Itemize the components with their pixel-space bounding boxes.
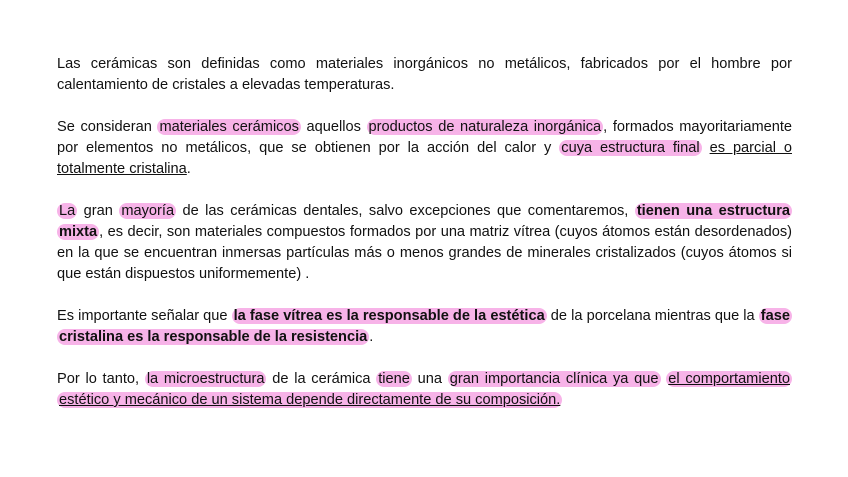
text-segment: Por lo tanto, — [57, 371, 145, 387]
text-segment: una — [411, 371, 448, 387]
text-segment — [702, 140, 710, 156]
text-segment: de las cerámicas dentales, salvo excepciones que comentaremos, — [176, 203, 635, 219]
text-segment: , formados mayoritariamente por elementos no metálicos, que se obtienen por la acción del calor y — [57, 119, 793, 156]
highlighted-bold-text: la fase vítrea es la responsable de la estética — [233, 308, 545, 324]
text-segment: . — [369, 329, 374, 345]
highlighted-text: la microestructura — [146, 371, 265, 387]
highlighted-underlined-text: el comportamiento estético y mecánico de un sistema depende directamente de su composición. — [59, 371, 790, 408]
highlighted-bold-text: fase cristalina es la responsable de la resistencia — [59, 308, 790, 345]
text-segment: . — [186, 161, 191, 177]
paragraph-1 — [57, 54, 792, 96]
highlighted-text: gran importancia clínica ya que — [449, 371, 659, 387]
text-segment: de la porcelana mientras que la — [546, 308, 759, 324]
underlined-text: es parcial o totalmente cristalina — [57, 140, 792, 177]
highlighted-text: mayoría — [121, 203, 175, 219]
highlighted-text: cuya estructura final — [561, 140, 700, 156]
highlighted-text: productos de naturaleza inorgánica — [368, 119, 602, 135]
text-segment: , es decir, son materiales compuestos formados por una matriz vítrea (cuyos átomos están desordenados) en la que se encuentran inmersas partículas más o menos grandes de minerales cristalizados (cuyos átomos si que están dispuestos uniformemente) . — [57, 224, 792, 282]
paragraph-3 — [57, 201, 792, 285]
paragraph-4 — [57, 306, 792, 348]
highlighted-text: tiene — [378, 371, 410, 387]
text-segment: Las cerámicas son definidas como materiales inorgánicos no metálicos, fabricados por el hombre por calentamiento de cristales a elevadas temperaturas. — [57, 56, 792, 93]
text-segment: Es importante señalar que — [57, 308, 232, 324]
text-body — [57, 54, 792, 432]
paragraph-2 — [57, 117, 792, 180]
highlighted-bold-text: tienen una estructura mixta — [59, 203, 790, 240]
paragraph-5 — [57, 369, 792, 411]
text-segment: de la cerámica — [266, 371, 377, 387]
highlighted-text: materiales cerámicos — [159, 119, 299, 135]
text-segment: gran — [77, 203, 120, 219]
text-segment: Se consideran — [57, 119, 158, 135]
text-segment: aquellos — [300, 119, 367, 135]
highlighted-text: La — [59, 203, 76, 219]
